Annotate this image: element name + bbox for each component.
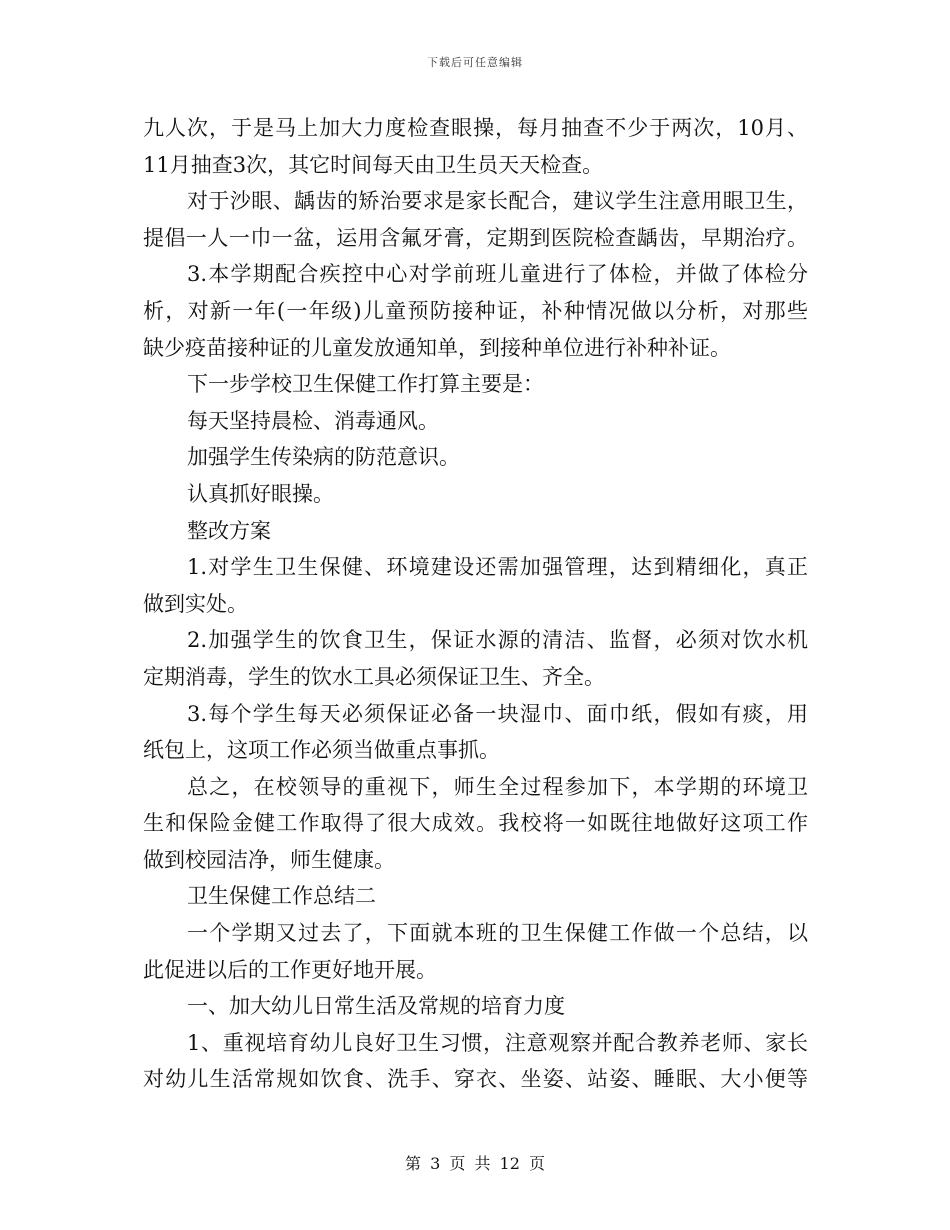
text-line: 缺少疫苗接种证的儿童发放通知单，到接种单位进行补种补证。 (143, 335, 731, 360)
text-line: 析，对新一年(一年级)儿童预防接种证，补种情况做以分析，对那些 (143, 298, 808, 323)
text-line: 11月抽查3次，其它时间每天由卫生员天天检查。 (143, 152, 604, 177)
text-line: 下一步学校卫生保健工作打算主要是： (187, 372, 544, 397)
text-line: 加强学生传染病的防范意识。 (187, 445, 460, 470)
text-line: 九人次，于是马上加大力度检查眼操，每月抽查不少于两次，10月、 (143, 116, 808, 140)
text-line: 一个学期又过去了，下面就本班的卫生保健工作做一个总结，以 (187, 921, 808, 946)
text-line: 定期消毒，学生的饮水工具必须保证卫生、齐全。 (143, 664, 605, 689)
document-body (143, 110, 808, 1098)
text-line: 每天坚持晨检、消毒通风。 (187, 408, 439, 433)
text-line: 认真抓好眼操。 (187, 481, 334, 506)
text-line: 做到实处。 (143, 591, 248, 616)
page-header: 下载后可任意编辑 (427, 56, 523, 69)
section-heading: 一、加大幼儿日常生活及常规的培育力度 (187, 994, 565, 1019)
text-line: 3.本学期配合疾控中心对学前班儿童进行了体检，并做了体检分 (187, 262, 808, 287)
text-line: 纸包上，这项工作必须当做重点事抓。 (143, 738, 500, 763)
text-line: 提倡一人一巾一盆，运用含氟牙膏，定期到医院检查龋齿，早期治疗。 (143, 225, 808, 250)
text-line: 对幼儿生活常规如饮食、洗手、穿衣、坐姿、站姿、睡眠、大小便等 (143, 1067, 808, 1092)
text-line: 对于沙眼、龋齿的矫治要求是家长配合，建议学生注意用眼卫生， (187, 189, 808, 214)
page-footer: 第 3 页 共 12 页 (405, 1154, 545, 1173)
text-line: 总之，在校领导的重视下，师生全过程参加下，本学期的环境卫 (187, 774, 808, 799)
section-heading: 卫生保健工作总结二 (187, 884, 376, 909)
text-line: 3.每个学生每天必须保证必备一块湿巾、面巾纸，假如有痰，用 (187, 701, 808, 726)
text-line: 生和保险金健工作取得了很大成效。我校将一如既往地做好这项工作 (143, 811, 808, 836)
text-line: 2.加强学生的饮食卫生，保证水源的清洁、监督，必须对饮水机 (187, 628, 808, 653)
section-heading: 整改方案 (187, 518, 271, 543)
text-line: 1、重视培育幼儿良好卫生习惯，注意观察并配合教养老师、家长 (187, 1030, 808, 1055)
text-line: 此促进以后的工作更好地开展。 (143, 957, 437, 982)
text-line: 1.对学生卫生保健、环境建设还需加强管理，达到精细化，真正 (187, 555, 808, 580)
text-line: 做到校园洁净，师生健康。 (143, 847, 395, 872)
